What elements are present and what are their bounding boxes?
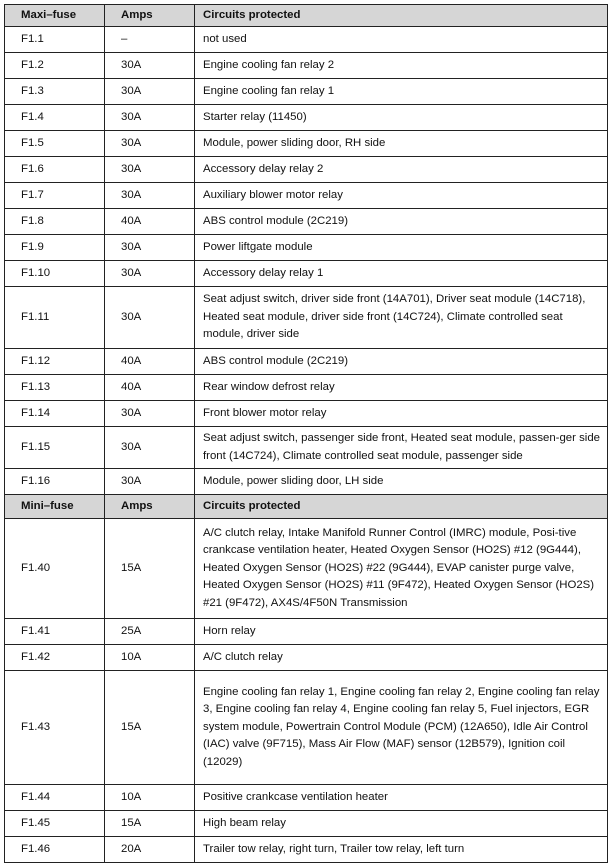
- amps-column-header: Amps: [105, 5, 195, 27]
- fuse-id-cell: F1.43: [5, 671, 105, 785]
- amps-cell: 20A: [105, 837, 195, 863]
- circuits-cell: Seat adjust switch, driver side front (14A701), Driver seat module (14C718), Heated seat module, driver side front (14C724), Climate controlled seat module, driver side: [195, 287, 608, 349]
- table-row: [5, 235, 608, 261]
- fuse-id-cell: F1.11: [5, 287, 105, 349]
- fuse-id-cell: F1.14: [5, 401, 105, 427]
- circuits-cell: Accessory delay relay 2: [195, 157, 608, 183]
- amps-cell: –: [105, 27, 195, 53]
- table-row: [5, 811, 608, 837]
- fuse-id-cell: F1.15: [5, 427, 105, 469]
- circuits-cell: A/C clutch relay: [195, 645, 608, 671]
- amps-cell: 30A: [105, 427, 195, 469]
- table-row: [5, 375, 608, 401]
- amps-cell: 30A: [105, 469, 195, 495]
- fuse-table: [4, 4, 608, 863]
- fuse-id-cell: F1.46: [5, 837, 105, 863]
- table-row: [5, 209, 608, 235]
- table-row: [5, 645, 608, 671]
- fuse-id-cell: F1.45: [5, 811, 105, 837]
- fuse-id-cell: F1.42: [5, 645, 105, 671]
- table-row: [5, 79, 608, 105]
- circuits-cell: Trailer tow relay, right turn, Trailer tow relay, left turn: [195, 837, 608, 863]
- circuits-cell: Power liftgate module: [195, 235, 608, 261]
- amps-cell: 30A: [105, 79, 195, 105]
- fuse-id-cell: F1.3: [5, 79, 105, 105]
- fuse-id-cell: F1.41: [5, 619, 105, 645]
- table-row: [5, 785, 608, 811]
- table-row: [5, 261, 608, 287]
- fuse-id-cell: F1.2: [5, 53, 105, 79]
- fuse-id-cell: F1.6: [5, 157, 105, 183]
- fuse-id-cell: F1.8: [5, 209, 105, 235]
- circuits-cell: Front blower motor relay: [195, 401, 608, 427]
- amps-cell: 30A: [105, 235, 195, 261]
- amps-cell: 25A: [105, 619, 195, 645]
- amps-cell: 30A: [105, 157, 195, 183]
- fuse-id-cell: F1.4: [5, 105, 105, 131]
- circuits-cell: Engine cooling fan relay 1: [195, 79, 608, 105]
- circuits-cell: ABS control module (2C219): [195, 349, 608, 375]
- table-row: [5, 837, 608, 863]
- amps-cell: 10A: [105, 785, 195, 811]
- fuse-id-cell: F1.1: [5, 27, 105, 53]
- table-row: [5, 157, 608, 183]
- fuse-table-container: [4, 4, 607, 863]
- table-row: [5, 401, 608, 427]
- amps-cell: 40A: [105, 375, 195, 401]
- amps-cell: 30A: [105, 261, 195, 287]
- amps-cell: 15A: [105, 811, 195, 837]
- fuse-id-cell: F1.5: [5, 131, 105, 157]
- fuse-column-header: Mini–fuse: [5, 495, 105, 519]
- amps-cell: 40A: [105, 209, 195, 235]
- table-row: [5, 287, 608, 349]
- table-row: [5, 671, 608, 785]
- table-row: [5, 105, 608, 131]
- circuits-cell: Auxiliary blower motor relay: [195, 183, 608, 209]
- fuse-column-header: Maxi–fuse: [5, 5, 105, 27]
- amps-cell: 30A: [105, 287, 195, 349]
- table-row: [5, 619, 608, 645]
- circuits-cell: A/C clutch relay, Intake Manifold Runner Control (IMRC) module, Posi-tive crankcase ventilation heater, Heated Oxygen Sensor (HO2S) #12 (9G444), Heated Oxygen Sensor (HO2S) #22 (9G444), EVAP canister purge valve, Heated Oxygen Sensor (HO2S) #11 (9F472), Heated Oxygen Sensor (HO2S) #21 (9F472), AX4S/4F50N Transmission: [195, 519, 608, 619]
- circuits-cell: Starter relay (11450): [195, 105, 608, 131]
- circuits-cell: Engine cooling fan relay 2: [195, 53, 608, 79]
- header-row: [5, 5, 608, 27]
- amps-cell: 15A: [105, 671, 195, 785]
- table-row: [5, 131, 608, 157]
- amps-cell: 30A: [105, 183, 195, 209]
- amps-cell: 30A: [105, 401, 195, 427]
- circuits-cell: not used: [195, 27, 608, 53]
- circuits-cell: Horn relay: [195, 619, 608, 645]
- amps-cell: 30A: [105, 105, 195, 131]
- fuse-id-cell: F1.12: [5, 349, 105, 375]
- amps-cell: 30A: [105, 131, 195, 157]
- circuits-cell: Engine cooling fan relay 1, Engine cooling fan relay 2, Engine cooling fan relay 3, Engine cooling fan relay 4, Engine cooling fan relay 5, Fuel injectors, EGR system module, Powertrain Control Module (PCM) (12A650), Idle Air Control (IAC) valve (9F715), Mass Air Flow (MAF) sensor (12B579), Ignition coil (12029): [195, 671, 608, 785]
- fuse-id-cell: F1.16: [5, 469, 105, 495]
- table-row: [5, 519, 608, 619]
- amps-cell: 30A: [105, 53, 195, 79]
- circuits-cell: Module, power sliding door, LH side: [195, 469, 608, 495]
- fuse-id-cell: F1.13: [5, 375, 105, 401]
- header-row: [5, 495, 608, 519]
- table-row: [5, 53, 608, 79]
- fuse-id-cell: F1.7: [5, 183, 105, 209]
- table-row: [5, 349, 608, 375]
- circuits-cell: Module, power sliding door, RH side: [195, 131, 608, 157]
- fuse-id-cell: F1.10: [5, 261, 105, 287]
- circuits-column-header: Circuits protected: [195, 5, 608, 27]
- fuse-id-cell: F1.9: [5, 235, 105, 261]
- table-row: [5, 27, 608, 53]
- circuits-cell: High beam relay: [195, 811, 608, 837]
- circuits-cell: Accessory delay relay 1: [195, 261, 608, 287]
- table-row: [5, 183, 608, 209]
- circuits-cell: Positive crankcase ventilation heater: [195, 785, 608, 811]
- fuse-id-cell: F1.40: [5, 519, 105, 619]
- amps-cell: 40A: [105, 349, 195, 375]
- circuits-column-header: Circuits protected: [195, 495, 608, 519]
- table-row: [5, 469, 608, 495]
- table-row: [5, 427, 608, 469]
- circuits-cell: Rear window defrost relay: [195, 375, 608, 401]
- amps-cell: 10A: [105, 645, 195, 671]
- amps-cell: 15A: [105, 519, 195, 619]
- circuits-cell: ABS control module (2C219): [195, 209, 608, 235]
- fuse-table-body: [5, 5, 608, 863]
- amps-column-header: Amps: [105, 495, 195, 519]
- circuits-cell: Seat adjust switch, passenger side front, Heated seat module, passen-ger side front (14C724), Climate controlled seat module, passenger side: [195, 427, 608, 469]
- fuse-id-cell: F1.44: [5, 785, 105, 811]
